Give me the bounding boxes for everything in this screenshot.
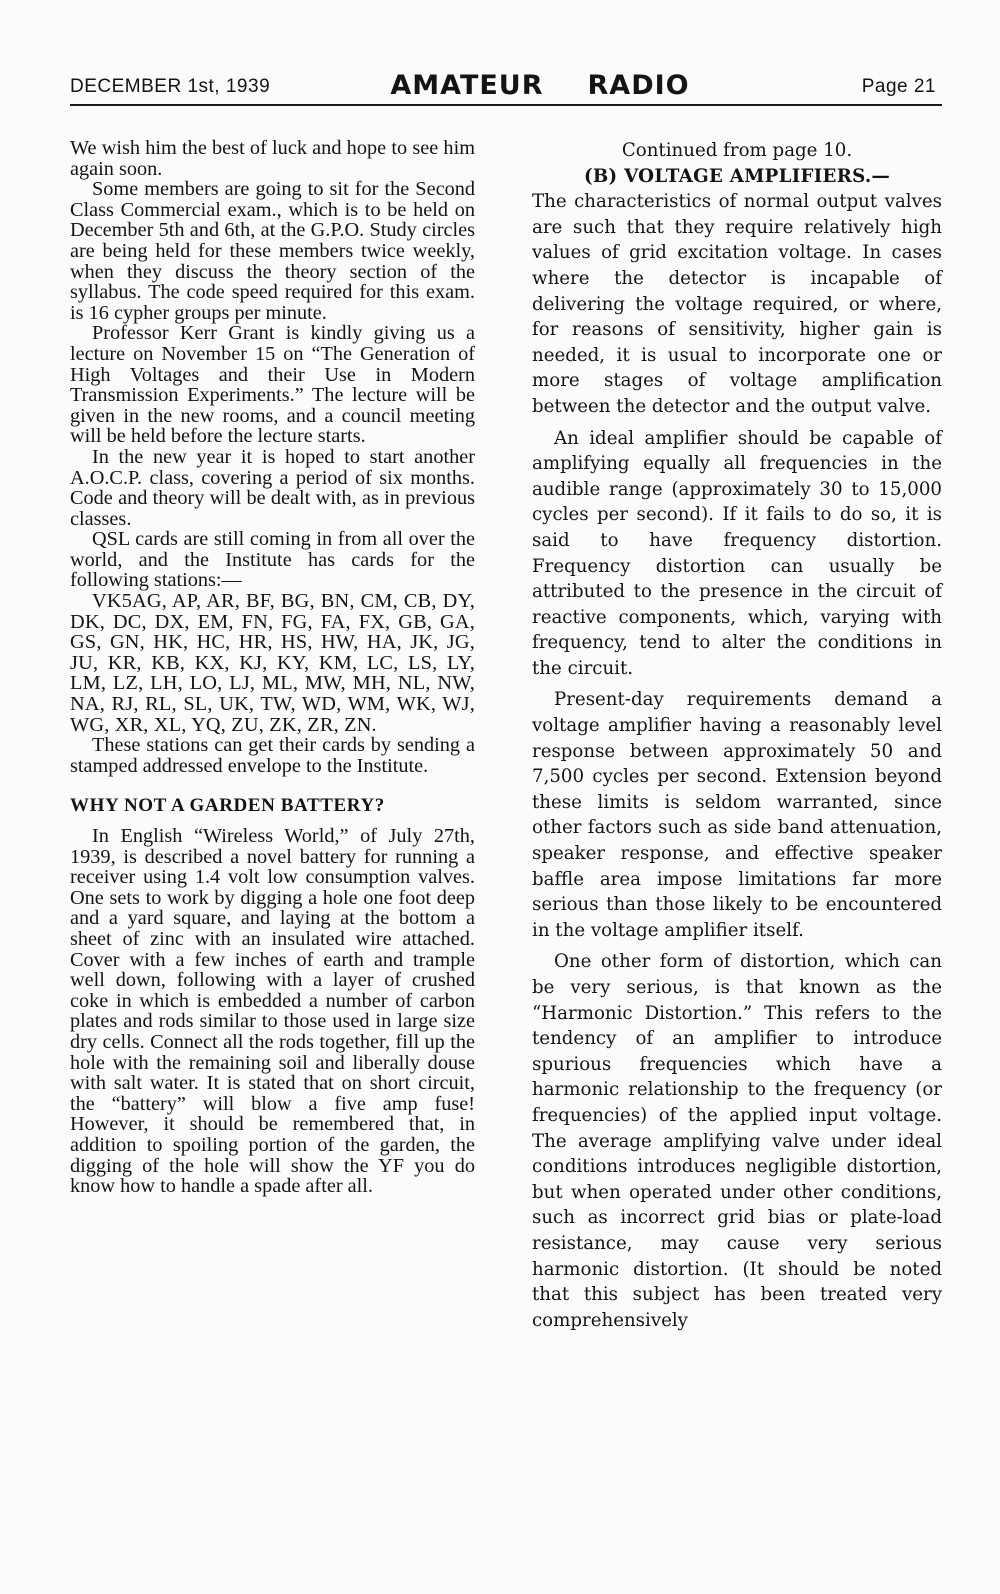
publication-title-word-2: RADIO — [587, 70, 690, 101]
page-header — [70, 70, 942, 106]
right-column — [532, 138, 942, 1333]
paragraph: Present-day requirements demand a voltage amplifier having a reasonably level response between approximately 50 and 7,500 cycles per second. Extension beyond these limits is seldom warranted, since other factors such as side band attenuation, speaker response, and effective speaker baffle area impose limitations far more serious than those likely to be encountered in the voltage amplifier itself. — [532, 689, 942, 941]
station-list: VK5AG, AP, AR, BF, BG, BN, CM, CB, DY, DK, DC, DX, EM, FN, FG, FA, FX, GB, GA, GS, GN, HK, HC, HR, HS, HW, HA, JK, JG, JU, KR, KB, KX, KJ, KY, KM, LC, LS, LY, LM, LZ, LH, LO, LJ, ML, MW, MH, NL, NW, NA, RJ, RL, SL, UK, TW, WD, WM, WK, WJ, WG, XR, XL, YQ, ZU, ZK, ZR, ZN. — [70, 590, 475, 736]
paragraph: In English “Wireless World,” of July 27th, 1939, is described a novel battery for running a receiver using 1.4 volt low consumption valves. One sets to work by digging a hole one foot deep and a yard square, and laying at the bottom a sheet of zinc with an insulated wire attached. Cover with a few inches of earth and trample well down, following with a layer of crushed coke in which is embedded a number of carbon plates and rods similar to those used in large size dry cells. Connect all the rods together, fill up the hole with the remaining soil and liberally douse with salt water. It is stated that on short circuit, the “battery” will blow a five amp fuse! However, it should be remembered that, in addition to spoiling portion of the garden, the digging of the hole will show the YF you do know how to handle a spade after all. — [70, 825, 475, 1198]
paragraph: Some members are going to sit for the Second Class Commercial exam., which is to be held on December 5th and 6th, at the G.P.O. Study circles are being held for these members twice weekly, when they discuss the theory section of the syllabus. The code speed required for this exam. is 16 cypher groups per minute. — [70, 178, 475, 324]
page-number: Page 21 — [861, 76, 936, 97]
section-subheading: (B) VOLTAGE AMPLIFIERS.— — [583, 165, 891, 187]
left-column — [70, 138, 475, 1197]
publication-title — [370, 70, 710, 101]
paragraph: In the new year it is hoped to start another A.O.C.P. class, covering a period of six months. Code and theory will be dealt with, as in previous classes. — [70, 445, 475, 530]
article-heading: WHY NOT A GARDEN BATTERY? — [70, 795, 385, 817]
issue-date: DECEMBER 1st, 1939 — [70, 76, 271, 97]
publication-title-word-1: AMATEUR — [390, 70, 544, 101]
paragraph: Professor Kerr Grant is kindly giving us a lecture on November 15 on “The Generation of High Voltages and their Use in Modern Transmission Experiments.” The lecture will be given in the new rooms, and a council meeting will be held before the lecture starts. — [70, 322, 475, 448]
paragraph: QSL cards are still coming in from all over the world, and the Institute has cards for the following stations:— — [70, 528, 475, 592]
paragraph: The characteristics of normal output valves are such that they require relatively high values of grid excitation voltage. In cases where the detector is incapable of delivering the voltage required, or where, for reasons of sensitivity, higher gain is needed, it is usual to incorporate one or more stages of voltage amplification between the detector and the output valve. — [532, 191, 942, 417]
paragraph: An ideal amplifier should be capable of amplifying equally all frequencies in the audible range (approximately 30 to 15,000 cycles per second). If it fails to do so, it is said to have frequency distortion. Frequency distortion can usually be attributed to the presence in the circuit of reactive components, which, varying with frequency, tend to alter the conditions in the circuit. — [532, 427, 942, 679]
paragraph: We wish him the best of luck and hope to see him again soon. — [70, 137, 475, 180]
continuation-note: Continued from page 10. — [621, 140, 853, 161]
paragraph: One other form of distortion, which can be very serious, is that known as the “Harmonic Distortion.” This refers to the tendency of an amplifier to introduce spurious frequencies which have a harmonic relationship to the frequency (or frequencies) of the applied input voltage. The average amplifying valve under ideal conditions introduces negligible distortion, but when operated under other conditions, such as incorrect grid bias or plate-load resistance, may cause very serious harmonic distortion. (It should be noted that this subject has been treated very comprehensively — [532, 951, 942, 1331]
paragraph: These stations can get their cards by sending a stamped addressed envelope to the Institute. — [70, 734, 475, 777]
